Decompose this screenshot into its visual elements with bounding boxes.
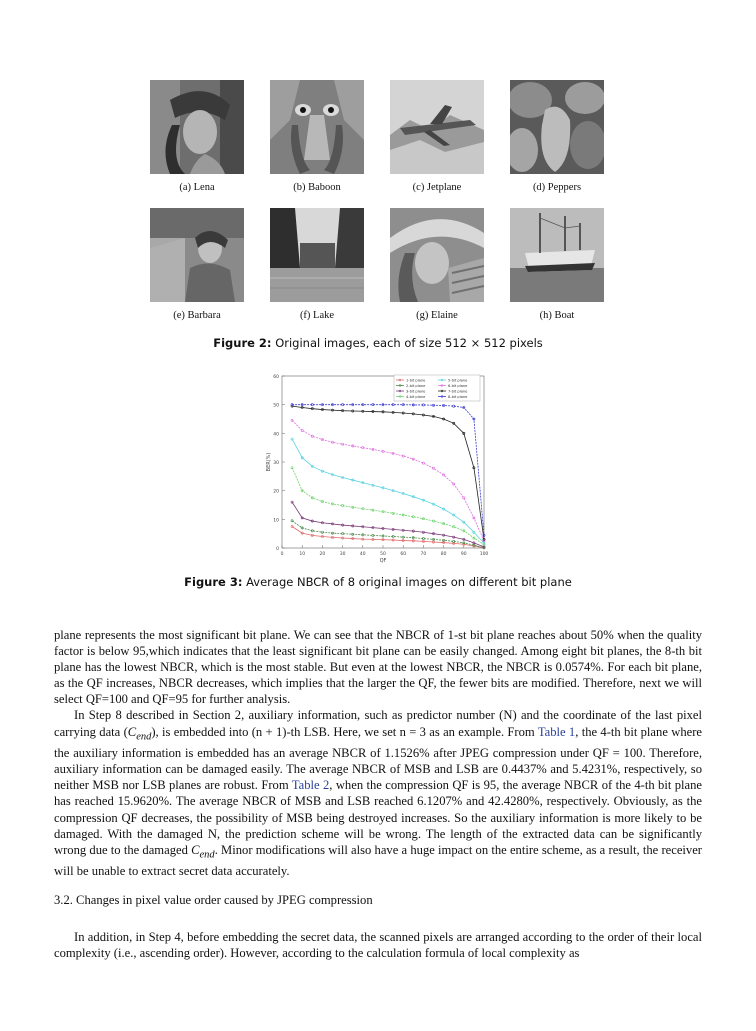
p2-part-b: ), is embedded into (n + 1)-th LSB. Here, we set n = 3 as an example. From [151, 724, 538, 739]
x-tick-label: 50 [380, 552, 386, 557]
x-tick-label: 0 [280, 552, 284, 557]
y-tick-label: 0 [276, 547, 279, 552]
x-tick-label: 10 [299, 552, 306, 557]
image-baboon [270, 80, 364, 174]
image-boat [510, 208, 604, 302]
y-tick-label: 30 [273, 461, 279, 466]
y-tick-label: 50 [273, 403, 279, 409]
x-axis-label: QF [379, 558, 387, 564]
figure-3-label: Figure 3: [184, 575, 243, 589]
subcaption-boat: (h) Boat [539, 310, 575, 321]
y-tick-label: 40 [273, 432, 279, 438]
paragraph-nbcr-results: plane represents the most significant bit plane. We can see that the NBCR of 1-st bit plane reaches about 50% when the quality factor is below 95,which indicates that the least significant bit plane can be easily changed. Among eight bit planes, the 8-th bit plane has the lowest NBCR, which is the most stable. But even at the lowest NBCR, the NBCR is 0.0574%. For each bit plane, as the QF increases, NBCR decreases, which implies that the larger the QF, the fewer bits are modified. Therefore, next we will select QF=100 and QF=95 for further analysis. [54, 628, 702, 707]
p2-part-e: . Minor modifications will also have a huge impact on the entire scheme, as a result, the receiver will be unable to extract secret data accurately. [54, 842, 702, 879]
p2-part-c: , the 4-th bit plane where the auxiliary information is embedded has an average NBCR of 1.1526% after JPEG compression under QF = 100. Therefore, auxiliary information can be damaged easily. The average NBCR of MSB and LSB are 0.4437% and 5.4231%, respectively, so neither MSB nor LSB planes are robust. From [54, 724, 703, 793]
figure-3-caption [0, 575, 756, 589]
subcaption-barbara: (e) Barbara [173, 310, 221, 321]
x-tick-label: 70 [420, 552, 427, 557]
y-tick-label: 20 [273, 489, 279, 495]
body-paragraph-3 [54, 929, 702, 961]
legend-label-7: 7-bit plane [448, 389, 468, 394]
subcaption-elaine: (g) Elaine [416, 310, 458, 321]
figure-3-text: Average NBCR of 8 original images on different bit plane [246, 575, 572, 589]
p2-part-a: In Step 8 described in Section 2, auxiliary information, such as predictor number (N) and the coordinate of the last pixel carrying data ( [54, 708, 702, 739]
x-tick-label: 20 [319, 552, 326, 557]
data-point-2-bit-plane [291, 520, 293, 522]
x-tick-label: 100 [479, 552, 489, 557]
series-line-4-bit-plane [292, 468, 484, 545]
image-lena [150, 80, 244, 174]
series-line-7-bit-plane [292, 406, 484, 539]
subcaption-peppers: (d) Peppers [532, 182, 582, 193]
legend-label-2: 2-bit plane [406, 384, 426, 388]
x-tick-label: 40 [359, 552, 366, 557]
image-barbara [150, 208, 244, 302]
legend-label-3: 3-bit plane [406, 389, 426, 394]
legend-label-6: 6-bit plane [448, 384, 468, 388]
image-elaine [390, 208, 484, 302]
subcaption-jetplane: (c) Jetplane [412, 182, 462, 193]
body-paragraphs [54, 627, 702, 879]
section-heading-3-2: 3.2. Changes in pixel value order caused by JPEG compression [54, 893, 373, 907]
legend-label-8: 8-bit plane [448, 395, 468, 399]
figure-2-caption [0, 336, 756, 350]
x-tick-label: 90 [460, 552, 467, 557]
paragraph-auxiliary-info [54, 707, 702, 879]
subcaption-baboon: (b) Baboon [293, 182, 341, 193]
x-tick-label: 60 [400, 552, 407, 557]
image-jetplane [390, 80, 484, 174]
y-tick-label: 10 [273, 518, 279, 524]
nbcr-chart [262, 368, 498, 568]
legend-label-1: 1-bit plane [406, 378, 426, 383]
subcaption-lake: (f) Lake [299, 310, 335, 321]
y-axis-label: BER(%) [266, 452, 272, 472]
figure-2-label: Figure 2: [213, 336, 272, 350]
image-lake [270, 208, 364, 302]
nbcr-chart-svg [262, 368, 498, 568]
y-tick-label: 60 [273, 375, 279, 380]
subcaption-lena: (a) Lena [179, 182, 215, 193]
paragraph-pixel-order: In addition, in Step 4, before embedding the secret data, the scanned pixels are arranged according to the order of their local complexity (i.e., ascending order). However, according to the calculation formula of local complexity as [54, 930, 702, 961]
legend-label-5: 5-bit plane [448, 378, 468, 383]
cend-symbol-2: $C_{end}$ [191, 842, 215, 861]
cend-symbol: $C_{end}$ [127, 724, 152, 743]
image-peppers [510, 80, 604, 174]
p2-part-d: , when the compression QF is 95, the average NBCR of the 4-th bit plane has reached 15.9620%. The average NBCR of MSB and LSB reached 6.1207% and 42.4280%, respectively. Obviously, as the compression QF decreases, the possibility of MSB being destroyed increases. So the auxiliary information is more likely to be damaged. With the damaged N, the prediction scheme will be wrong. The length of the extracted data can be significantly wrong due to the damaged [54, 778, 702, 857]
data-point-6-bit-plane [301, 429, 303, 431]
x-tick-label: 80 [440, 552, 447, 557]
table-2-link[interactable]: Table 2 [291, 778, 330, 793]
legend-label-4: 4-bit plane [406, 395, 426, 399]
figure-2-text: Original images, each of size 512 × 512 pixels [275, 336, 543, 350]
x-tick-label: 30 [339, 552, 346, 557]
table-1-link[interactable]: Table 1 [537, 724, 576, 739]
